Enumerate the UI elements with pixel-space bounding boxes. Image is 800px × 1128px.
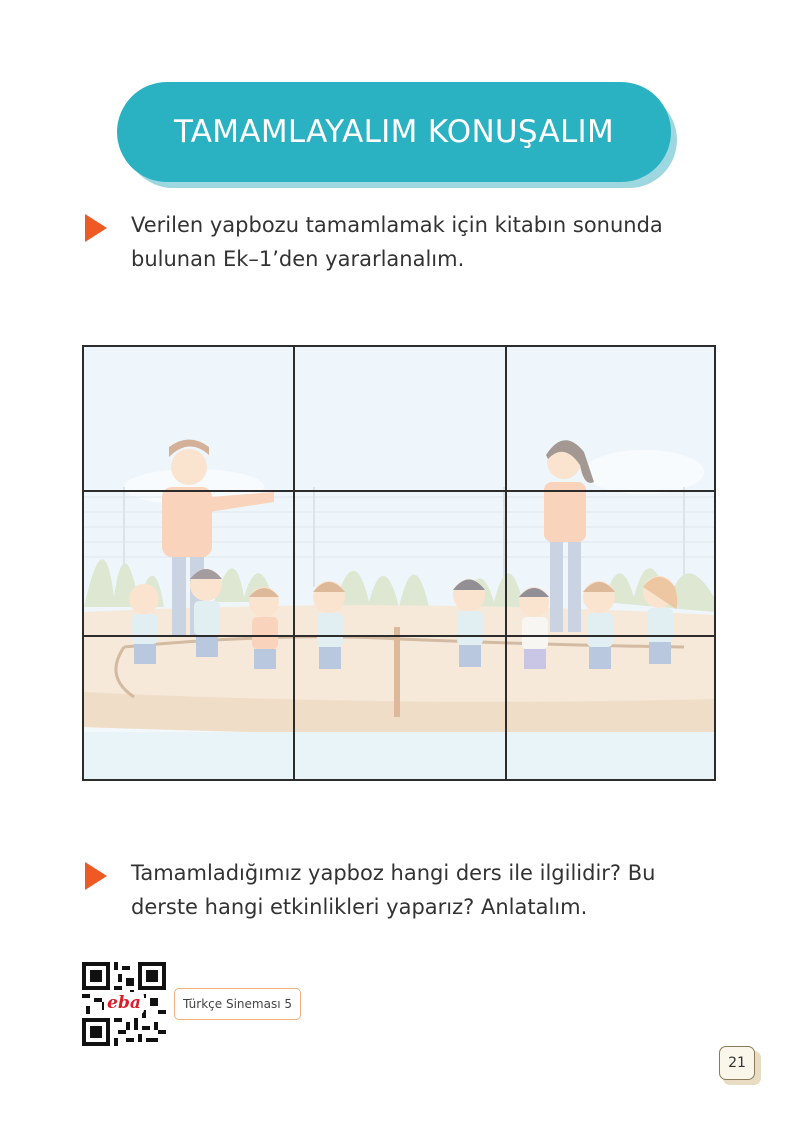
triangle-bullet-icon [85,214,107,242]
puzzle-cell[interactable] [507,637,714,779]
triangle-bullet-icon [85,862,107,890]
instruction-2 [85,856,705,924]
puzzle-cell[interactable] [295,637,505,779]
puzzle-cell[interactable] [84,637,293,779]
instruction-1 [85,208,705,276]
page-number: 21 [719,1046,755,1080]
instruction-text: Tamamladığımız yapboz hangi ders ile ilgilidir? Bu derste hangi etkinlikleri yaparız? Anlatalım. [131,861,656,919]
puzzle-cell[interactable] [507,347,714,490]
title-banner [117,82,671,182]
video-tag[interactable]: Türkçe Sineması 5 [174,988,301,1020]
puzzle-cell[interactable] [84,492,293,635]
puzzle-grid [82,345,716,781]
puzzle-cell[interactable] [84,347,293,490]
puzzle-cell[interactable] [295,492,505,635]
instruction-text: Verilen yapbozu tamamlamak için kitabın sonunda bulunan Ek–1’den yararlanalım. [131,213,663,271]
page-title: TAMAMLAYALIM KONUŞALIM [173,114,615,150]
qr-code[interactable] [82,962,166,1046]
puzzle-cell[interactable] [295,347,505,490]
eba-logo: eba [104,992,144,1014]
puzzle-cell[interactable] [507,492,714,635]
